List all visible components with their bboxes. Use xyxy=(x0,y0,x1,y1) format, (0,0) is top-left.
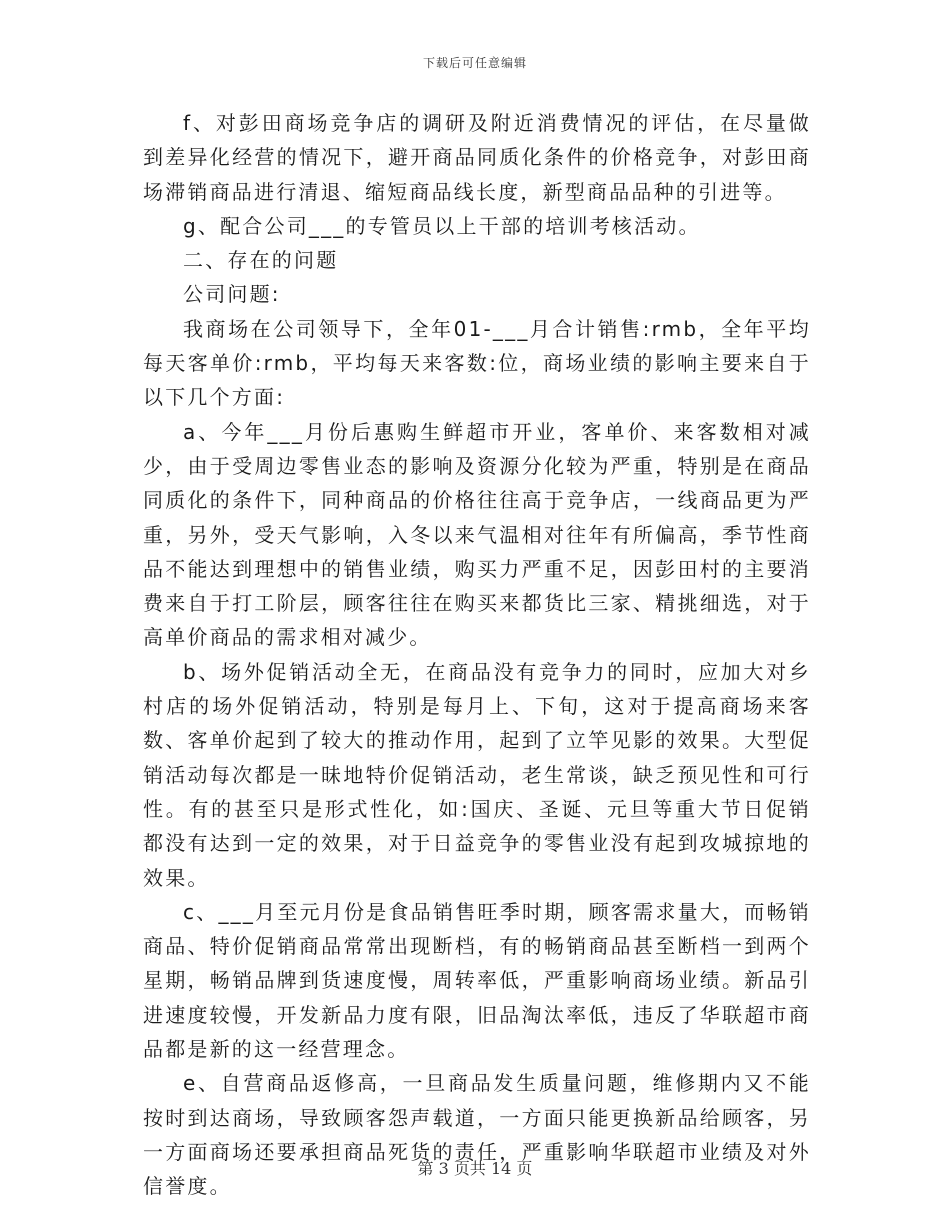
paragraph-f: f、对彭田商场竞争店的调研及附近消费情况的评估，在尽量做到差异化经营的情况下，避开商品同质化条件的价格竞争，对彭田商场滞销商品进行清退、缩短商品线长度，新型商品品种的引进等。 xyxy=(143,111,811,204)
section-heading-problems: 二、存在的问题 xyxy=(183,248,339,273)
paragraph-g: g、配合公司___的专管员以上干部的培训考核活动。 xyxy=(183,213,701,238)
paragraph-sales-summary: 我商场在公司领导下，全年01-___月合计销售:rmb，全年平均每天客单价:rmb，平均每天来客数:位，商场业绩的影响主要来自于以下几个方面: xyxy=(143,316,811,410)
page-footer: 第 3 页共 14 页 xyxy=(417,1159,533,1178)
paragraph-a: a、今年___月份后惠购生鲜超市开业，客单价、来客数相对减少，由于受周边零售业态的影响及资源分化较为严重，特别是在商品同质化的条件下，同种商品的价格往往高于竞争店，一线商品更为严重，另外，受天气影响，入冬以来气温相对往年有所偏高，季节性商品不能达到理想中的销售业绩，购买力严重不足，因彭田村的主要消费来自于打工阶层，顾客往往在购买来都货比三家、精挑细选，对于高单价商品的需求相对减少。 xyxy=(143,419,811,650)
page-header: 下载后可任意编辑 xyxy=(422,56,527,70)
paragraph-b: b、场外促销活动全无，在商品没有竞争力的同时，应加大对乡村店的场外促销活动，特别是每月上、下旬，这对于提高商场来客数、客单价起到了较大的推动作用，起到了立竿见影的效果。大型促销活动每次都是一昧地特价促销活动，老生常谈，缺乏预见性和可行性。有的甚至只是形式性化，如:国庆、圣诞、元旦等重大节日促销都没有达到一定的效果，对于日益竞争的零售业没有起到攻城掠地的效果。 xyxy=(143,659,811,890)
paragraph-c: c、___月至元月份是食品销售旺季时期，顾客需求量大，而畅销商品、特价促销商品常常出现断档，有的畅销商品甚至断档一到两个星期，畅销品牌到货速度慢，周转率低，严重影响商场业绩。新品引进速度较慢，开发新品力度有限，旧品淘汰率低，违反了华联超市商品都是新的这一经营理念。 xyxy=(143,899,811,1062)
document-body xyxy=(143,106,811,1204)
paragraph-e: e、自营商品返修高，一旦商品发生质量问题，维修期内又不能按时到达商场，导致顾客怨声载道，一方面只能更换新品给顾客，另一方面商场还要承担商品死货的责任，严重影响华联超市业绩及对外信誉度。 xyxy=(143,1071,811,1199)
subheading-company-problems: 公司问题: xyxy=(183,282,281,307)
